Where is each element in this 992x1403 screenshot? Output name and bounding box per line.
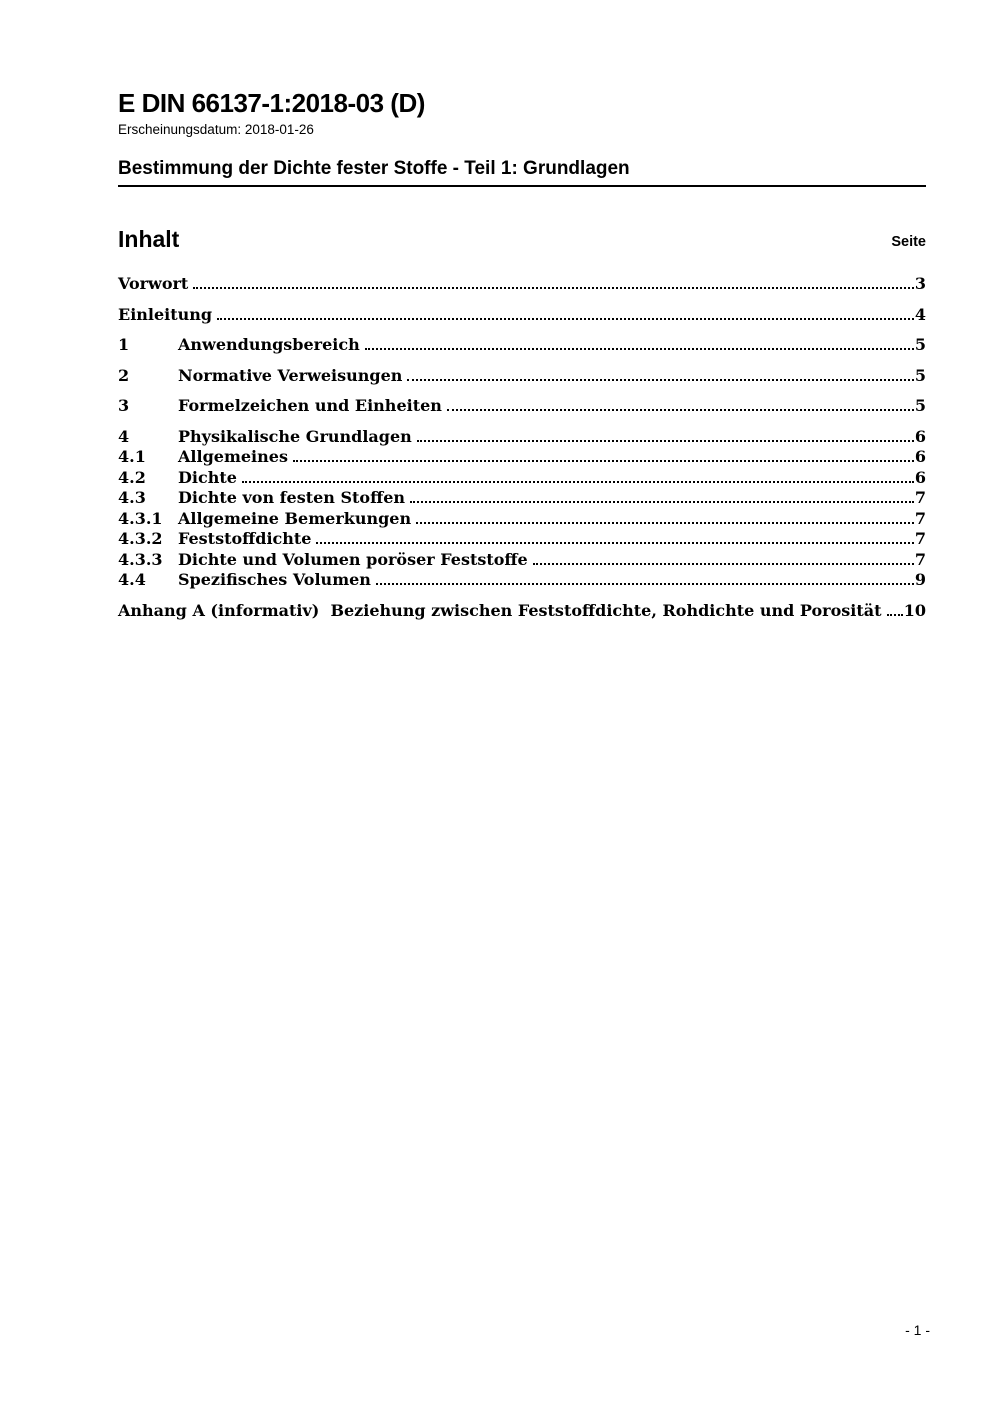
toc-entry-number: 4.1 [118,447,146,466]
toc-list [118,274,926,620]
toc-entry[interactable] [118,396,926,415]
toc-entry[interactable] [118,305,926,324]
toc-leader-dots [365,348,914,350]
page-number-indicator: - 1 - [905,1322,930,1338]
toc-leader-dots [417,440,914,442]
toc-entry-title: Dichte [178,467,237,487]
toc-entry-title: Dichte und Volumen poröser Feststoffe [178,549,528,569]
toc-leader-dots [407,379,913,381]
toc-entry[interactable] [118,550,926,569]
toc-entry-number: 3 [118,396,130,415]
toc-entry-title: Spezifisches Volumen [178,570,371,589]
toc-leader-dots [447,409,914,411]
toc-entry-number: 4.3.1 [118,508,163,528]
toc-entry[interactable] [118,427,926,446]
toc-entry-page: 7 [914,549,926,569]
toc-leader-dots [242,481,914,483]
toc-entry-page: 5 [914,335,926,354]
toc-entry-title: Normative Verweisungen [178,365,403,385]
toc-heading: Inhalt [118,226,180,252]
toc-entry-page: 7 [914,488,926,507]
document-code: E DIN 66137-1:2018-03 (D) [118,88,425,118]
toc-entry-title: Anwendungsbereich [178,335,360,354]
toc-entry-title: Dichte von festen Stoffen [178,488,406,507]
toc-entry-number: 4 [118,426,130,446]
toc-entry-page: 6 [914,467,926,487]
toc-entry-page: 3 [914,274,926,293]
toc-entry-number: 2 [118,365,130,385]
toc-header [118,225,926,253]
toc-entry-page: 5 [914,396,926,415]
toc-entry-number: 4.3.2 [118,529,163,548]
toc-entry-page: 7 [914,508,926,528]
toc-leader-dots [410,501,914,503]
toc-leader-dots [887,614,903,616]
toc-entry-page: 6 [914,447,926,466]
toc-entry-number: 4.3.3 [118,549,163,569]
toc-entry-page: 4 [914,304,926,324]
toc-entry-number: 4.2 [118,467,146,487]
toc-entry-title: Einleitung [118,304,213,324]
toc-leader-dots [316,542,913,544]
toc-entry-title: Anhang A (informativ) Beziehung zwischen Feststoffdichte, Rohdichte und Porosität [118,600,882,620]
toc-entry[interactable] [118,570,926,589]
toc-entry-page: 5 [914,365,926,385]
toc-entry[interactable] [118,274,926,293]
toc-entry-title: Allgemeine Bemerkungen [178,508,412,528]
toc-entry-page: 9 [914,570,926,589]
toc-entry-title: Allgemeines [178,447,288,466]
toc-leader-dots [376,583,914,585]
toc-entry[interactable] [118,601,926,620]
toc-entry-number: 4.3 [118,488,146,507]
toc-entry[interactable] [118,529,926,548]
toc-leader-dots [217,318,914,320]
toc-leader-dots [416,522,914,524]
toc-entry[interactable] [118,447,926,466]
toc-entry-page: 7 [914,529,926,548]
toc-entry[interactable] [118,468,926,487]
toc-page-column-label: Seite [891,234,926,250]
document-title: Bestimmung der Dichte fester Stoffe - Teil 1: Grundlagen [118,159,926,187]
toc-leader-dots [293,460,914,462]
toc-entry-number: 4.4 [118,570,146,589]
toc-entry-title: Physikalische Grundlagen [178,426,412,446]
toc-entry[interactable] [118,488,926,507]
toc-leader-dots [533,563,914,565]
toc-leader-dots [193,287,914,289]
toc-entry-title: Formelzeichen und Einheiten [178,396,442,415]
toc-entry-page: 10 [903,600,926,620]
toc-entry[interactable] [118,366,926,385]
toc-entry-number: 1 [118,335,130,354]
toc-entry-title: Feststoffdichte [178,529,312,548]
toc-entry[interactable] [118,509,926,528]
publication-date: Erscheinungsdatum: 2018-01-26 [118,122,314,137]
toc-entry[interactable] [118,335,926,354]
toc-entry-page: 6 [914,426,926,446]
page-content [118,88,926,620]
toc-entry-title: Vorwort [118,274,189,293]
